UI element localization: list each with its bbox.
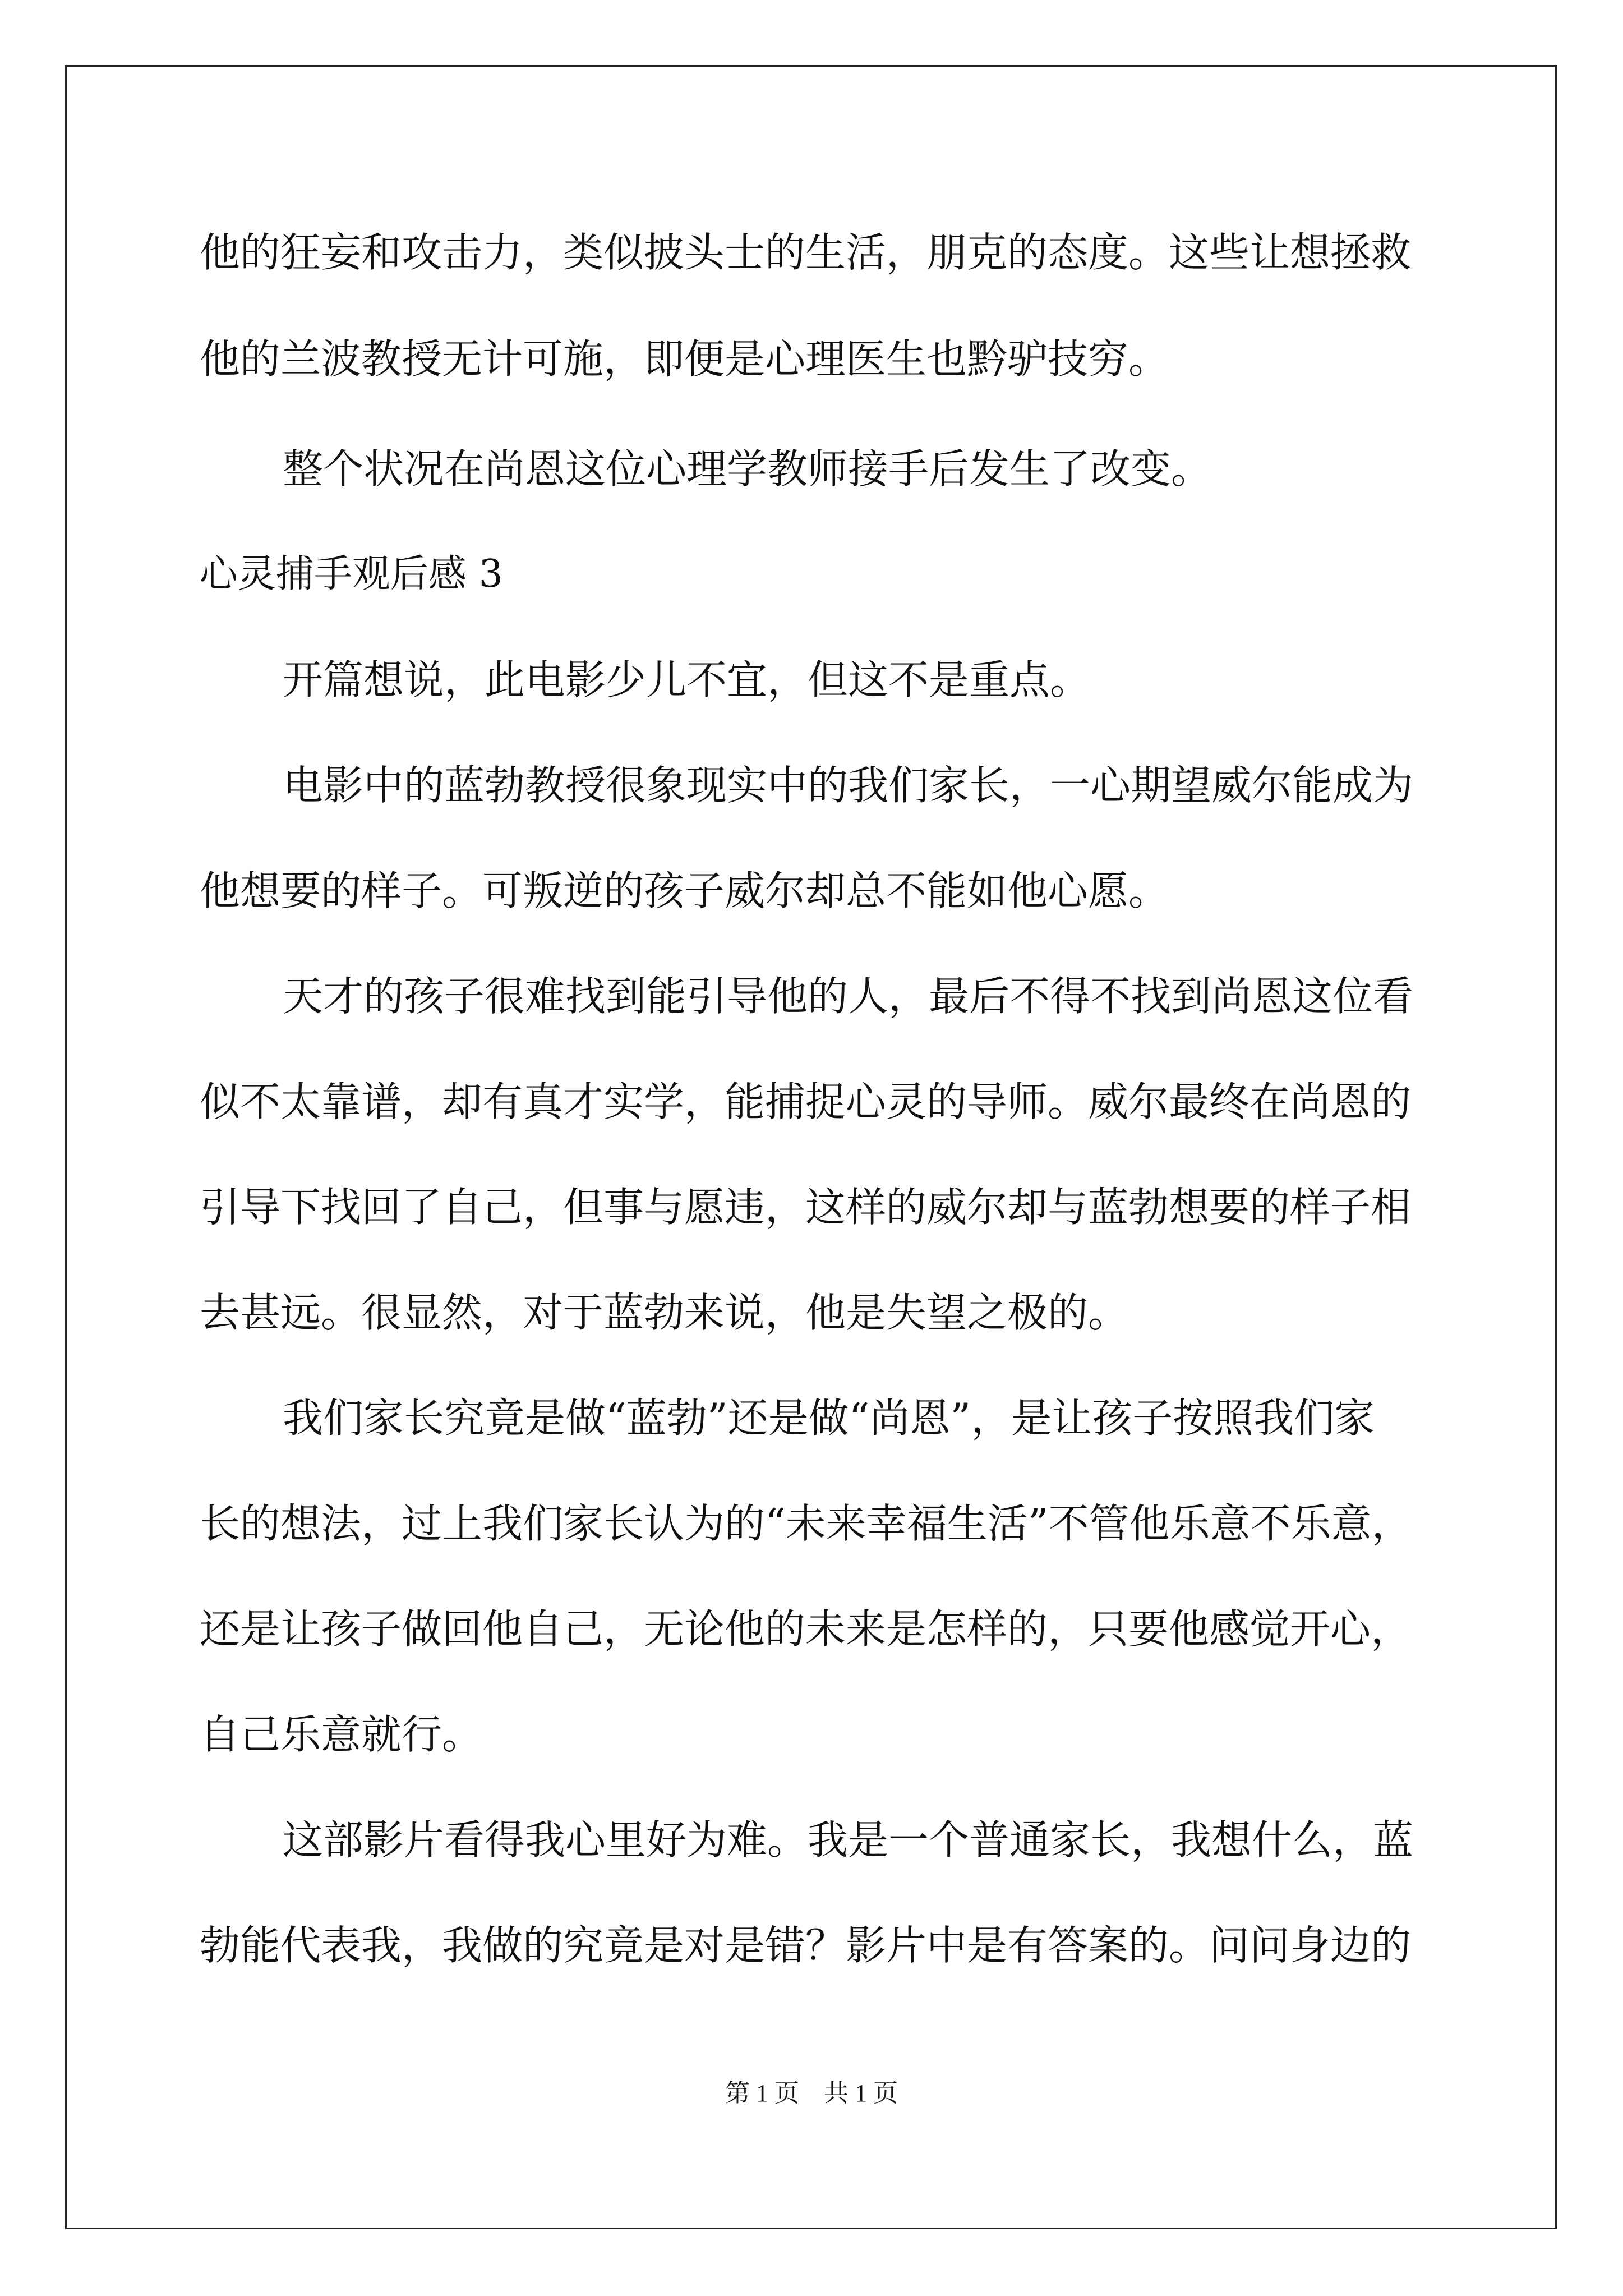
- text-line: 还是让孩子做回他自己，无论他的未来是怎样的，只要他感觉开心，: [200, 1605, 1412, 1653]
- section-heading: 心灵捕手观后感 3: [200, 552, 503, 596]
- text-line: 整个状况在尚恩这位心理学教师接手后发生了改变。: [283, 445, 1212, 493]
- page-number: 第 1 页 共 1 页: [725, 2079, 898, 2107]
- text-line: 电影中的蓝勃教授很象现实中的我们家长，一心期望威尔能成为: [283, 762, 1414, 809]
- text-line: 似不太靠谱，却有真才实学，能捕捉心灵的导师。威尔最终在尚恩的: [200, 1078, 1412, 1125]
- text-line: 他想要的样子。可叛逆的孩子威尔却总不能如他心愿。: [200, 867, 1169, 914]
- text-line: 这部影片看得我心里好为难。我是一个普通家长，我想什么，蓝: [283, 1816, 1414, 1864]
- text-line: 他的兰波教授无计可施，即便是心理医生也黔驴技穷。: [200, 335, 1169, 383]
- text-line: 开篇想说，此电影少儿不宜，但这不是重点。: [283, 656, 1091, 703]
- text-line: 去甚远。很显然，对于蓝勃来说，他是失望之极的。: [200, 1289, 1129, 1336]
- page-frame: [65, 65, 1557, 2229]
- text-line: 长的想法，过上我们家长认为的“未来幸福生活”不管他乐意不乐意，: [200, 1500, 1412, 1547]
- text-line: 引导下找回了自己，但事与愿违，这样的威尔却与蓝勃想要的样子相: [200, 1184, 1412, 1231]
- text-line: 我们家长究竟是做“蓝勃”还是做“尚恩”，是让孩子按照我们家: [283, 1395, 1375, 1442]
- text-line: 天才的孩子很难找到能引导他的人，最后不得不找到尚恩这位看: [283, 973, 1414, 1020]
- text-line: 自己乐意就行。: [200, 1711, 483, 1758]
- text-line: 他的狂妄和攻击力，类似披头士的生活，朋克的态度。这些让想拯救: [200, 229, 1412, 276]
- text-line: 勃能代表我，我做的究竟是对是错？影片中是有答案的。问问身边的: [200, 1922, 1412, 1969]
